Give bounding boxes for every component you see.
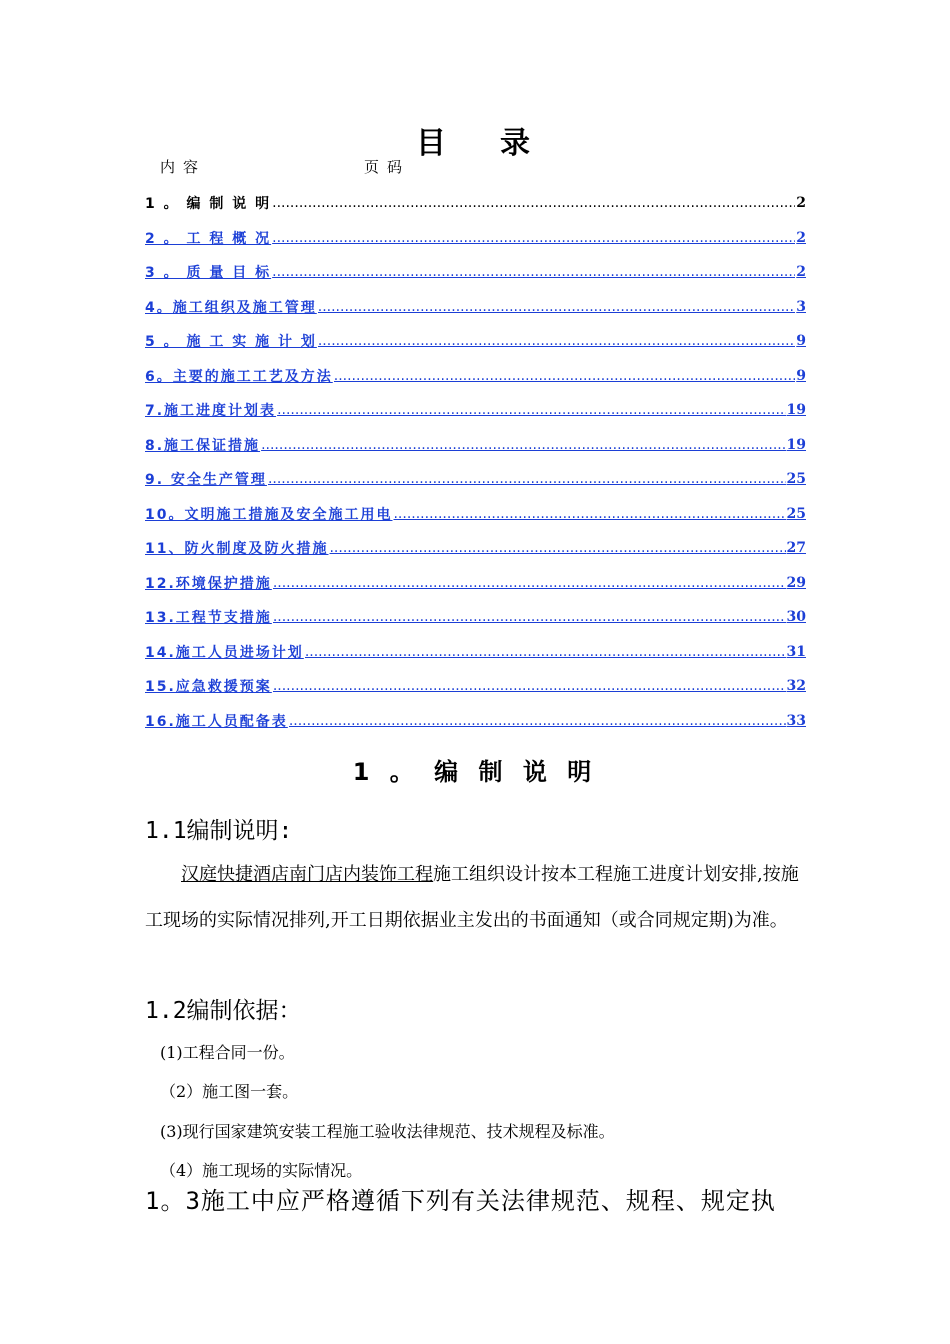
- toc-entry[interactable]: 9. 安全生产管理 ..... 25: [145, 462, 806, 497]
- paragraph: [145, 852, 810, 944]
- subsection-title: 1.1编制说明:: [145, 818, 293, 844]
- toc-entry[interactable]: 3 。 质 量 目 标 ..... 2: [145, 255, 806, 290]
- toc-entry[interactable]: 4。施工组织及施工管理 ..... 3: [145, 290, 806, 325]
- list-item: （2）施工图一套。: [160, 1082, 299, 1101]
- toc-entry[interactable]: 1 。 编 制 说 明 ..... 2: [145, 186, 806, 221]
- toc-entry[interactable]: 16.施工人员配备表 ..... 33: [145, 704, 806, 739]
- toc-entry[interactable]: 15.应急救援预案 ..... 32: [145, 669, 806, 704]
- list-item: （4）施工现场的实际情况。: [160, 1161, 363, 1180]
- toc-title: [0, 118, 950, 162]
- list-item: (1)工程合同一份。: [160, 1043, 295, 1062]
- subsection-title: 1。3施工中应严格遵循下列有关法律规范、规程、规定执: [145, 1187, 776, 1215]
- project-name: 汉庭快捷酒店南门店内装饰工程: [181, 864, 433, 885]
- toc-entry[interactable]: 7.施工进度计划表 ..... 19: [145, 393, 806, 428]
- toc-entry[interactable]: 12.环境保护措施 ..... 29: [145, 566, 806, 601]
- list-item: (3)现行国家建筑安装工程施工验收法律规范、技术规程及标准。: [160, 1122, 615, 1141]
- toc-entry[interactable]: 14.施工人员进场计划 ..... 31: [145, 635, 806, 670]
- paragraph-text: 施工组织设计按本工程施工进度计划安排,按施工现场的实际情况排列,开工日期依据业主发出的书面通知（或合同规定期)为准。: [145, 864, 799, 931]
- toc-entry[interactable]: 10。文明施工措施及安全施工用电 ..... 25: [145, 497, 806, 532]
- toc-header-content: 内容: [160, 158, 207, 176]
- section-heading: 1 。 编 制 说 明: [352, 758, 598, 786]
- table-of-contents: [145, 186, 806, 738]
- toc-entry[interactable]: 6。主要的施工工艺及方法 ..... 9: [145, 359, 806, 394]
- toc-title-right: 录: [500, 126, 534, 161]
- toc-header-page: 页码: [364, 158, 411, 176]
- subsection-title: 1.2编制依据：: [145, 998, 302, 1024]
- toc-title-left: 目: [416, 126, 450, 161]
- toc-entry[interactable]: 5 。 施 工 实 施 计 划 ..... 9: [145, 324, 806, 359]
- toc-entry[interactable]: 13.工程节支措施 ..... 30: [145, 600, 806, 635]
- toc-entry[interactable]: 2 。 工 程 概 况 ..... 2: [145, 221, 806, 256]
- toc-entry[interactable]: 11、防火制度及防火措施 ..... 27: [145, 531, 806, 566]
- toc-entry[interactable]: 8.施工保证措施 ..... 19: [145, 428, 806, 463]
